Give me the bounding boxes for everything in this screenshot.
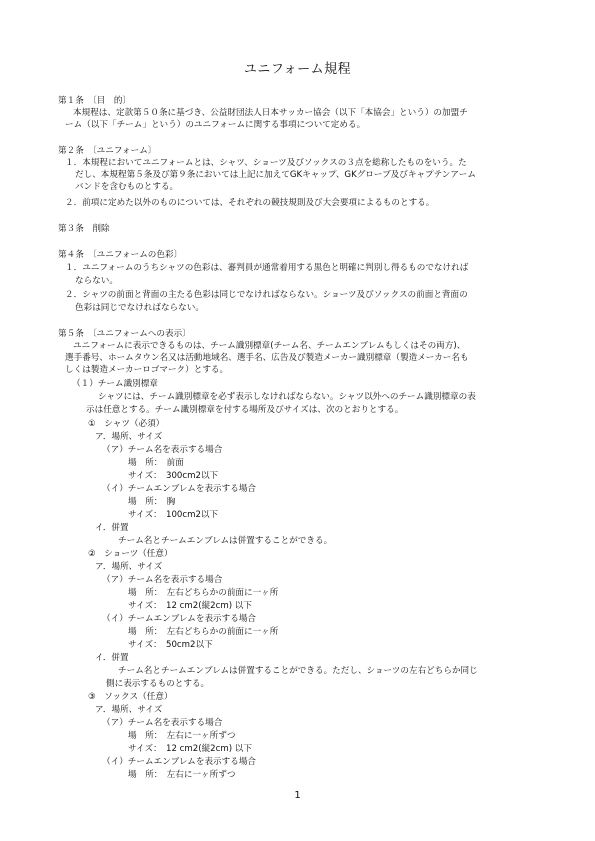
item-heading: ア．場所、サイズ	[95, 432, 163, 442]
item-heading: （ア）チーム名を表示する場合	[102, 575, 223, 585]
item-heading: （イ）チームエンブレムを表示する場合	[102, 484, 257, 494]
item-heading: ア．場所、サイズ	[95, 562, 163, 572]
item-heading: ③ ソックス（任意）	[88, 692, 173, 702]
body-text: 色彩は同じでなければならない。	[75, 303, 204, 313]
body-text: チーム名とチームエンブレムは併置することができる。ただし、ショーツの左右どちらか同じ	[118, 666, 478, 676]
article-4-heading: 第４条 〔ユニフォームの色彩〕	[58, 250, 183, 260]
article-5-heading: 第５条 〔ユニフォームへの表示〕	[58, 329, 191, 339]
body-text: 場 所： 左右どちらかの前面に一ヶ所	[128, 588, 279, 598]
body-text: ーム（以下「チーム」という）のユニフォームに関する事項について定める。	[65, 120, 366, 130]
body-text: バンドを含むものとする。	[75, 182, 179, 192]
page-number: 1	[294, 790, 301, 801]
body-text: 側に表示するものとする。	[106, 679, 210, 689]
item-heading: イ．併置	[95, 523, 129, 533]
item-heading: （イ）チームエンブレムを表示する場合	[102, 757, 257, 767]
body-text: ならない。	[75, 276, 118, 286]
body-text: サイズ： 300cm2以下	[128, 471, 219, 481]
body-text: シャツには、チーム識別標章を必ず表示しなければならない。シャツ以外へのチーム識別標章の表	[98, 392, 476, 402]
item-heading: ア．場所、サイズ	[95, 705, 163, 715]
article-3-heading: 第３条 削除	[58, 224, 110, 234]
item-heading: （イ）チームエンブレムを表示する場合	[102, 614, 257, 624]
body-text: ユニフォームに表示できるものは、チーム識別標章(チーム名、チームエンブレムもしくはその両方)、	[73, 341, 466, 351]
item-heading: （ア）チーム名を表示する場合	[102, 718, 223, 728]
body-text: サイズ： 100cm2以下	[128, 510, 219, 520]
body-text: １．ユニフォームのうちシャツの色彩は、審判員が通常着用する黒色と明確に判別し得るものでなければ	[65, 263, 469, 273]
body-text: 場 所： 左右に一ヶ所ずつ	[128, 770, 236, 780]
body-text: だし、本規程第５条及び第９条においては上記に加えてGKキャップ、GKグローブ及びキャプテンアーム	[75, 170, 476, 180]
body-text: チーム名とチームエンブレムは併置することができる。	[118, 536, 333, 546]
body-text: 場 所： 胸	[128, 497, 176, 507]
body-text: ２．シャツの前面と背面の主たる色彩は同じでなければならない。ショーツ及びソックスの前面と背面の	[65, 290, 468, 300]
body-text: １．本規程においてユニフォームとは、シャツ、ショーツ及びソックスの３点を総称したものをいう。た	[65, 158, 467, 168]
item-heading: （ア）チーム名を表示する場合	[102, 445, 223, 455]
item-heading: イ．併置	[95, 653, 129, 663]
body-text: 選手番号、ホームタウン名又は活動地域名、選手名、広告及び製造メーカー識別標章（製造メーカー名も	[65, 353, 469, 363]
item-heading: ① シャツ（必須）	[88, 419, 165, 429]
body-text: サイズ： 12 cm2(縦2cm) 以下	[128, 744, 252, 754]
body-text: サイズ： 50cm2以下	[128, 640, 213, 650]
body-text: 場 所： 左右どちらかの前面に一ヶ所	[128, 627, 279, 637]
subsection-heading: （１）チーム識別標章	[72, 379, 158, 389]
item-heading: ② ショーツ（任意）	[88, 549, 173, 559]
article-1-heading: 第１条 〔目 的〕	[58, 96, 132, 106]
body-text: サイズ： 12 cm2(縦2cm) 以下	[128, 601, 252, 611]
body-text: しくは製造メーカーロゴマーク）とする。	[65, 365, 229, 375]
body-text: 場 所： 前面	[128, 458, 184, 468]
article-2-heading: 第２条 〔ユニフォーム〕	[58, 146, 157, 156]
body-text: 本規程は、定款第５０条に基づき、公益財団法人日本サッカー協会（以下「本協会」という）の加盟チ	[73, 108, 468, 118]
body-text: ２．前項に定めた以外のものについては、それぞれの競技規則及び大会要項によるものとする。	[65, 198, 435, 208]
body-text: 示は任意とする。チーム識別標章を付する場所及びサイズは、次のとおりとする。	[86, 405, 404, 415]
page-title: ユニフォーム規程	[243, 62, 352, 77]
body-text: 場 所： 左右に一ヶ所ずつ	[128, 731, 236, 741]
